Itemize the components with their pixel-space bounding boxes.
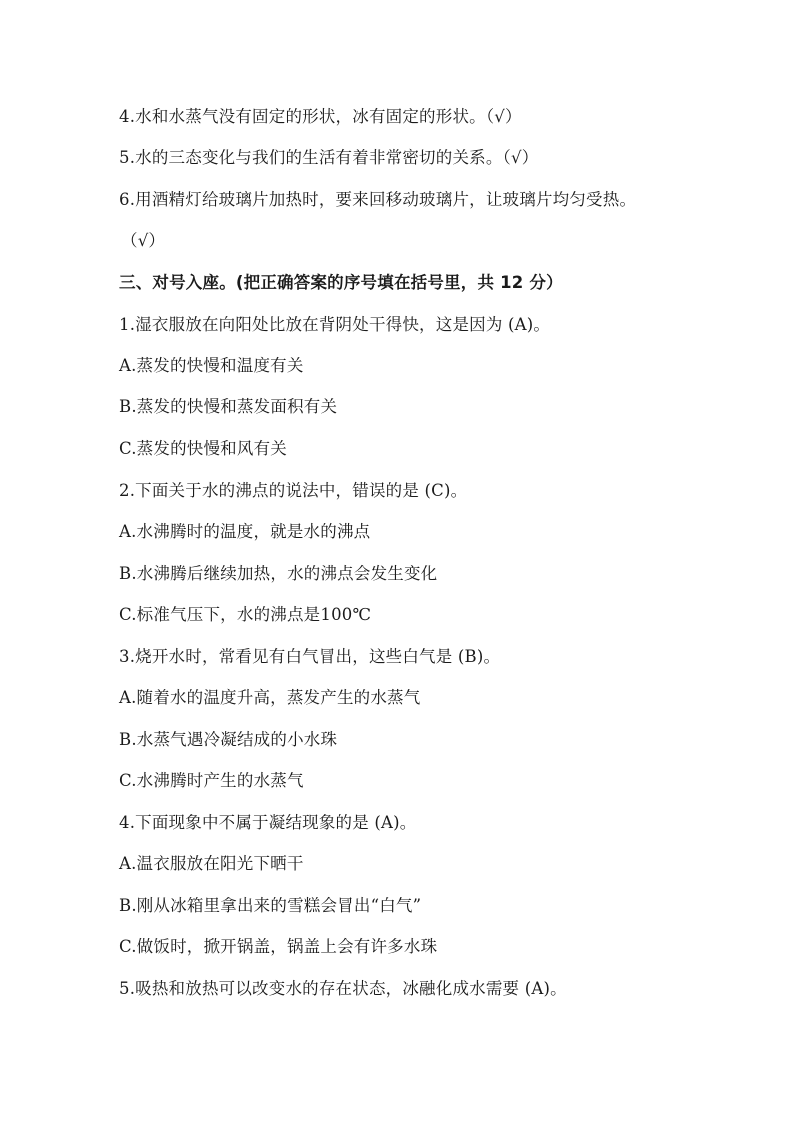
question-4-option-a: A.温衣服放在阳光下晒干 <box>119 854 304 873</box>
question-3: 3.烧开水时，常看见有白气冒出，这些白气是 (B)。 <box>119 647 501 666</box>
true-false-item-5: 5.水的三态变化与我们的生活有着非常密切的关系。（√） <box>119 148 539 167</box>
question-1: 1.湿衣服放在向阳处比放在背阴处干得快，这是因为 (A)。 <box>119 315 551 334</box>
question-2-option-c: C.标准气压下，水的沸点是100℃ <box>119 605 372 624</box>
question-2-option-b: B.水沸腾后继续加热，水的沸点会发生变化 <box>119 564 438 583</box>
question-2: 2.下面关于水的沸点的说法中，错误的是 (C)。 <box>119 481 468 500</box>
true-false-item-4: 4.水和水蒸气没有固定的形状，冰有固定的形状。（√） <box>119 107 522 126</box>
true-false-item-6: 6.用酒精灯给玻璃片加热时，要来回移动玻璃片，让玻璃片均匀受热。 <box>119 190 637 209</box>
true-false-item-6-answer: （√） <box>121 231 166 250</box>
question-1-option-a: A.蒸发的快慢和温度有关 <box>119 356 304 375</box>
question-2-option-a: A.水沸腾时的温度，就是水的沸点 <box>119 522 371 541</box>
question-3-option-a: A.随着水的温度升高，蒸发产生的水蒸气 <box>119 688 421 707</box>
question-3-option-b: B.水蒸气遇冷凝结成的小水珠 <box>119 730 338 749</box>
question-3-option-c: C.水沸腾时产生的水蒸气 <box>119 771 304 790</box>
question-1-option-b: B.蒸发的快慢和蒸发面积有关 <box>119 397 338 416</box>
section-heading: 三、对号入座。(把正确答案的序号填在括号里，共 12 分） <box>119 273 563 292</box>
question-5: 5.吸热和放热可以改变水的存在状态，冰融化成水需要 (A)。 <box>119 979 567 998</box>
question-4-option-c: C.做饭时，掀开锅盖，锅盖上会有许多水珠 <box>119 937 438 956</box>
question-4-option-b: B.刚从冰箱里拿出来的雪糕会冒出“白气” <box>119 896 422 915</box>
question-4: 4.下面现象中不属于凝结现象的是 (A)。 <box>119 813 417 832</box>
question-1-option-c: C.蒸发的快慢和风有关 <box>119 439 287 458</box>
